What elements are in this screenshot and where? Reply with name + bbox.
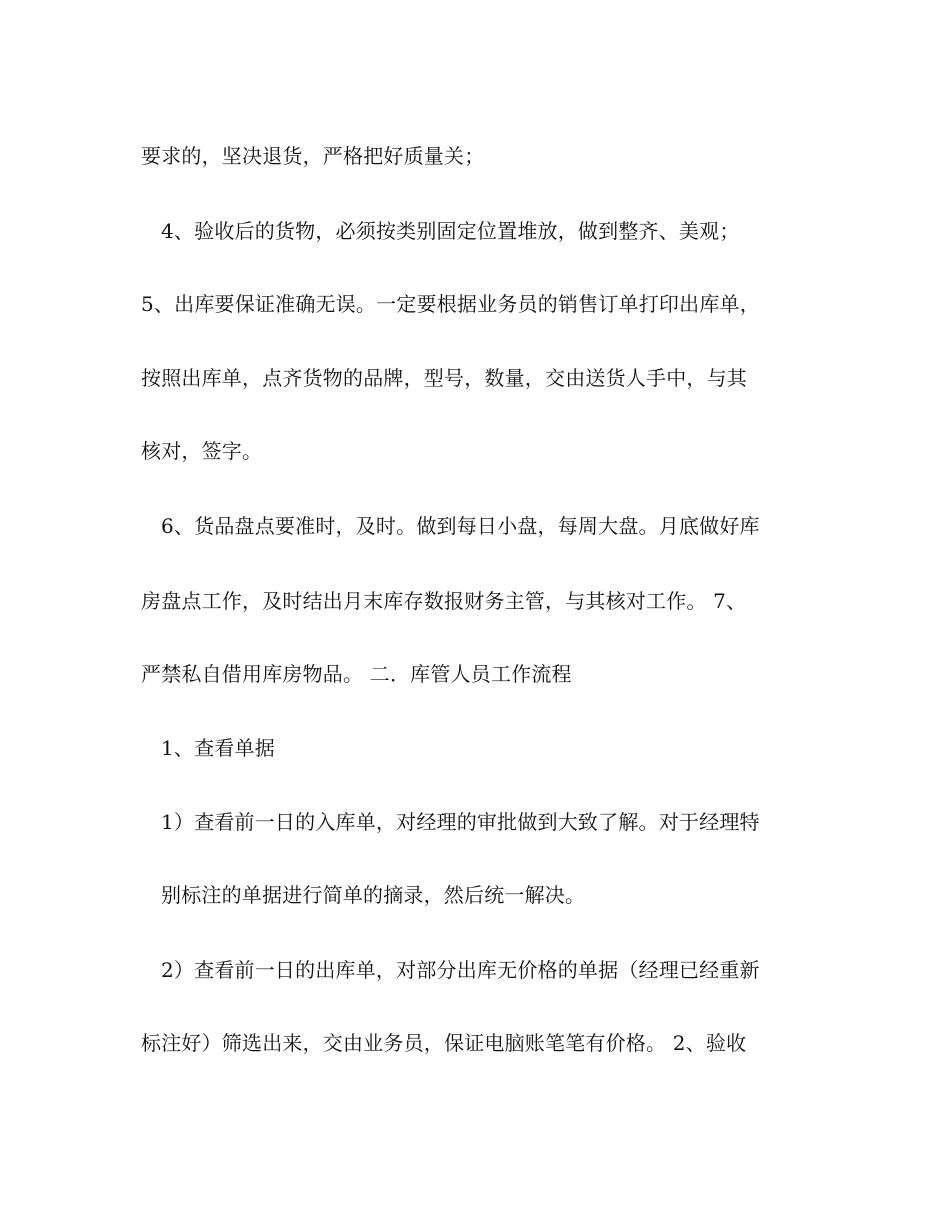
text-line-6: 6、货品盘点要准时，及时。做到每日小盘，每周大盘。月底做好库 bbox=[161, 514, 760, 538]
text-line-1: 要求的，坚决退货，严格把好质量关； bbox=[141, 144, 485, 168]
text-line-12: 2）查看前一日的出库单，对部分出库无价格的单据（经理已经重新 bbox=[161, 958, 760, 982]
text-line-2: 4、验收后的货物，必须按类别固定位置堆放，做到整齐、美观； bbox=[161, 219, 740, 243]
text-line-7: 房盘点工作，及时结出月末库存数报财务主管，与其核对工作。 7、 bbox=[141, 589, 747, 613]
text-line-13: 标注好）筛选出来，交由业务员，保证电脑账笔笔有价格。 2、验收 bbox=[141, 1031, 747, 1055]
text-line-3: 5、出库要保证准确无误。一定要根据业务员的销售订单打印出库单， bbox=[141, 292, 760, 316]
text-line-4: 按照出库单，点齐货物的品牌，型号，数量，交由送货人手中，与其 bbox=[141, 366, 747, 390]
text-line-9: 1、查看单据 bbox=[161, 736, 275, 760]
text-line-10: 1）查看前一日的入库单，对经理的审批做到大致了解。对于经理特 bbox=[161, 810, 760, 834]
text-line-8: 严禁私自借用库房物品。 二．库管人员工作流程 bbox=[141, 662, 572, 686]
text-line-11: 别标注的单据进行简单的摘录，然后统一解决。 bbox=[161, 883, 586, 907]
text-line-5: 核对，签字。 bbox=[141, 439, 263, 463]
